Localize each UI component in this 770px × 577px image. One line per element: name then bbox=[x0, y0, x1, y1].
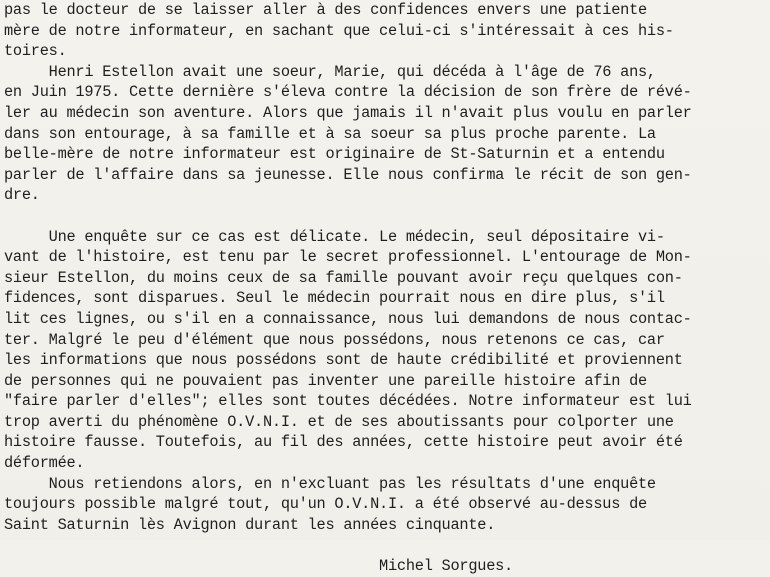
text-line: de personnes qui ne pouvaient pas inventer une pareille histoire afin de bbox=[4, 371, 647, 390]
text-line: belle-mère de notre informateur est originaire de St-Saturnin et a entendu bbox=[4, 145, 665, 164]
text-line: Nous retiendons alors, en n'excluant pas les résultats d'une enquête bbox=[4, 474, 656, 493]
text-line: trop averti du phénomène O.V.N.I. et de ses aboutissants pour colporter une bbox=[4, 412, 674, 431]
paragraph-gap bbox=[4, 206, 764, 227]
text-line: les informations que nous possédons sont de haute crédibilité et proviennent bbox=[4, 351, 683, 370]
paragraph-gap bbox=[4, 535, 764, 556]
text-line: toujours possible malgré tout, qu'un O.V.N.I. a été observé au-dessus de bbox=[4, 495, 647, 514]
text-line: dans son entourage, à sa famille et à sa soeur sa plus proche parente. La bbox=[4, 124, 656, 143]
text-line: mère de notre informateur, en sachant que celui-ci s'intéressait à ces his- bbox=[4, 21, 674, 40]
text-line: ter. Malgré le peu d'élément que nous possédons, nous retenons ce cas, car bbox=[4, 330, 665, 349]
text-line: pas le docteur de se laisser aller à des confidences envers une patiente bbox=[4, 1, 647, 19]
text-line: vant de l'histoire, est tenu par le secret professionnel. L'entourage de Mon- bbox=[4, 248, 692, 267]
text-line: "faire parler d'elles"; elles sont toutes décédées. Notre informateur est lui bbox=[4, 392, 692, 411]
text-line: dre. bbox=[4, 186, 40, 205]
text-line: fidences, sont disparues. Seul le médecin pourrait nous en dire plus, s'il bbox=[4, 289, 665, 308]
paragraph-2 bbox=[4, 62, 764, 206]
text-line: ler au médecin son aventure. Alors que jamais il n'avait plus voulu en parler bbox=[4, 103, 692, 122]
text-line: toires. bbox=[4, 42, 67, 61]
text-line: Henri Estellon avait une soeur, Marie, qui décéda à l'âge de 76 ans, bbox=[4, 62, 656, 81]
text-line: histoire fausse. Toutefois, au fil des années, cette histoire peut avoir été bbox=[4, 433, 683, 452]
text-line: Une enquête sur ce cas est délicate. Le médecin, seul dépositaire vi- bbox=[4, 227, 665, 246]
paragraph-4 bbox=[4, 474, 764, 536]
document-body bbox=[4, 0, 764, 577]
paragraph-3 bbox=[4, 227, 764, 474]
text-line: en Juin 1975. Cette dernière s'éleva contre la décision de son frère de révé- bbox=[4, 83, 692, 102]
text-line: parler de l'affaire dans sa jeunesse. Elle nous confirma le récit de son gen- bbox=[4, 165, 692, 184]
text-line: sieur Estellon, du moins ceux de sa famille pouvant avoir reçu quelques con- bbox=[4, 268, 683, 287]
text-line: lit ces lignes, ou s'il en a connaissance, nous lui demandons de nous contac- bbox=[4, 309, 692, 328]
paragraph-1 bbox=[4, 0, 764, 62]
text-line: déformée. bbox=[4, 454, 85, 473]
text-line: Saint Saturnin lès Avignon durant les années cinquante. bbox=[4, 515, 496, 534]
author-signature: Michel Sorgues. bbox=[4, 557, 513, 576]
